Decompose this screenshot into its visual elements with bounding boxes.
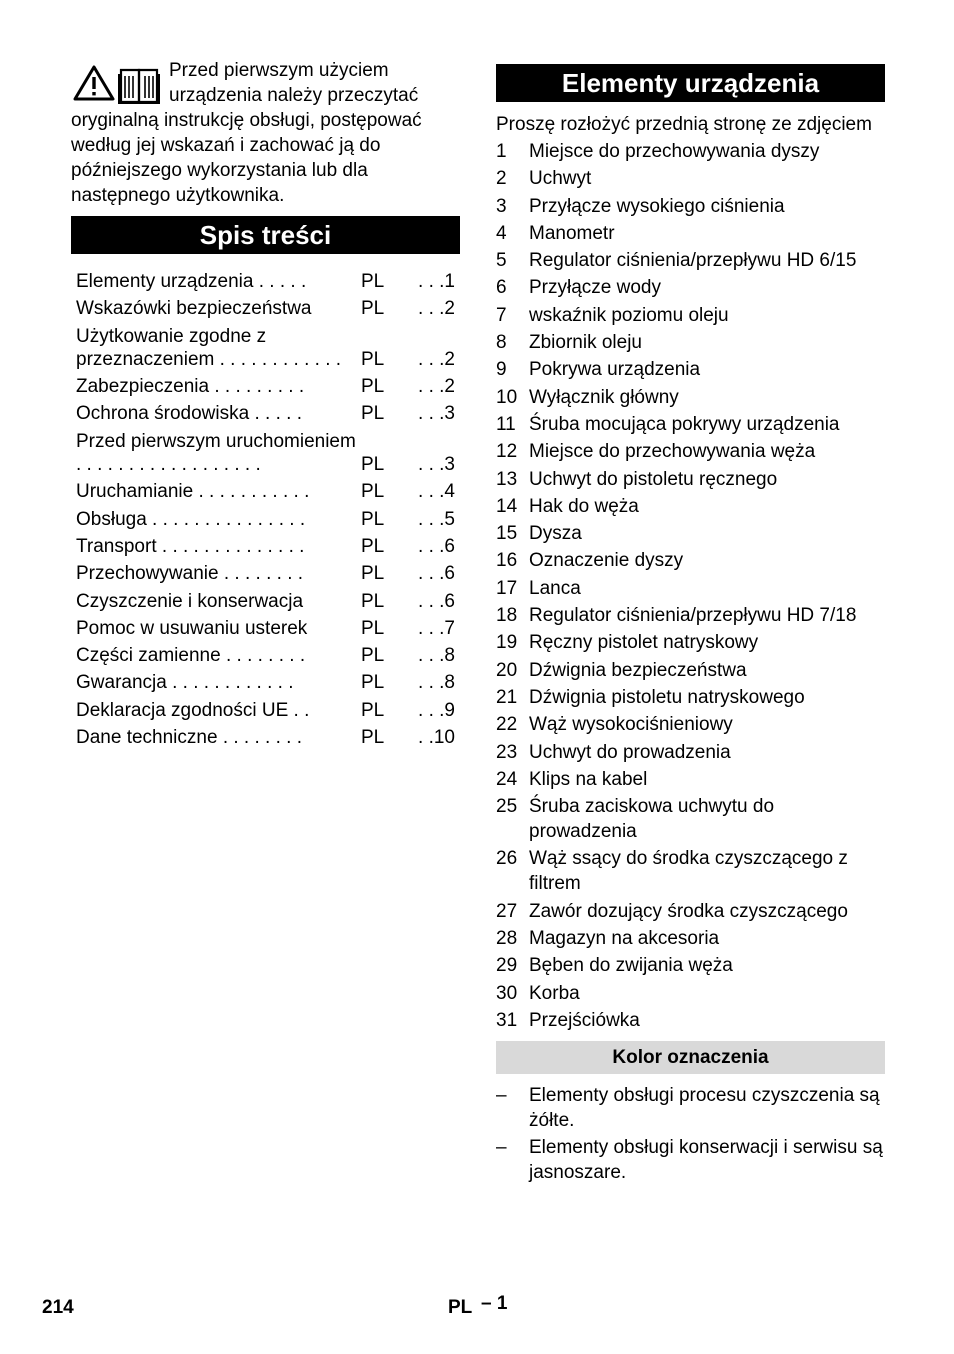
toc-entry-page: . . .6 [418, 590, 455, 612]
list-item-label: wskaźnik poziomu oleju [529, 304, 729, 326]
toc-entry-title: Wskazówki bezpieczeństwa [76, 298, 312, 320]
list-item [496, 794, 885, 844]
elements-intro: Proszę rozłożyć przednią stronę ze zdjęciem [496, 114, 872, 135]
manual-book-icon [119, 70, 159, 104]
list-item-number: 11 [496, 413, 516, 435]
toc-entry-page: . . .4 [418, 481, 455, 503]
footer-language: PL [448, 1297, 473, 1318]
list-item [496, 221, 885, 246]
toc-entry-page: . . .1 [418, 271, 455, 292]
list-item-label: Zbiornik oleju [529, 332, 642, 354]
intro-notice [71, 58, 460, 208]
list-item-number: 30 [496, 982, 518, 1004]
toc-entry-language: PL [361, 563, 385, 585]
toc-entry-title: Przed pierwszym uruchomieniem . . . . . . . . . . . . . . . . . . [76, 430, 356, 476]
list-item [496, 303, 885, 328]
bullet-text: Elementy obsługi konserwacji i serwisu są jasnoszare. [529, 1136, 883, 1183]
toc-entry[interactable] [71, 508, 460, 531]
toc-entry-language: PL [361, 535, 385, 557]
list-item-label: Zawór dozujący środka czyszczącego [529, 900, 848, 922]
list-item-number: 28 [496, 928, 518, 950]
list-item-label: Klips na kabel [529, 768, 648, 790]
list-item-label: Uchwyt [529, 168, 592, 190]
bullet-dash: – [496, 1136, 507, 1158]
toc-entry-language: PL [361, 298, 385, 320]
list-item [496, 194, 885, 219]
toc-entry[interactable] [71, 562, 460, 585]
toc-entry-language: PL [361, 645, 385, 667]
list-item-number: 18 [496, 605, 518, 627]
toc-entry-language: PL [361, 403, 385, 425]
list-item [496, 767, 885, 792]
list-item [496, 1008, 885, 1033]
toc-entry-title: Ochrona środowiska . . . . . [76, 403, 302, 425]
toc-entry-title: Obsługa . . . . . . . . . . . . . . . [76, 508, 306, 530]
list-item-label: Hak do węża [529, 495, 639, 517]
toc-entry-title: Deklaracja zgodności UE . . [76, 699, 310, 721]
list-item-number: 20 [496, 659, 518, 681]
toc-entry-language: PL [361, 454, 385, 476]
intro-icons [73, 64, 163, 104]
list-item-label: Wyłącznik główny [529, 386, 679, 408]
toc-entry[interactable] [71, 590, 460, 613]
list-item-label: Śruba zaciskowa uchwytu do prowadzenia [529, 796, 775, 843]
toc-entry-language: PL [361, 699, 385, 721]
list-item-number: 13 [496, 468, 518, 490]
toc-entry-page: . . .7 [418, 617, 455, 639]
list-item-number: 3 [496, 195, 507, 217]
list-item [496, 385, 885, 410]
list-item-label: Bęben do zwijania węża [529, 955, 733, 977]
list-item-number: 21 [496, 686, 518, 708]
list-item-number: 25 [496, 796, 518, 818]
list-item-number: 5 [496, 250, 507, 272]
toc-entry-title: Pomoc w usuwaniu usterek [76, 617, 308, 639]
toc-entry[interactable] [71, 535, 460, 558]
list-item-label: Korba [529, 982, 580, 1004]
toc-heading: Spis treści [71, 216, 460, 254]
toc-entry-language: PL [361, 481, 385, 503]
list-item-label: Regulator ciśnienia/przepływu HD 7/18 [529, 605, 857, 627]
list-item-number: 26 [496, 848, 518, 870]
toc-entry-page: . . .9 [418, 699, 455, 721]
right-column [496, 64, 885, 1187]
toc-entry-page: . . .6 [418, 535, 455, 557]
footer-section-page: – 1 [481, 1293, 508, 1314]
toc-entry-title: Dane techniczne . . . . . . . . [76, 727, 302, 749]
list-item-label: Wąż wysokociśnieniowy [529, 714, 733, 736]
list-item-number: 29 [496, 955, 518, 977]
toc-entry[interactable] [71, 671, 460, 694]
list-item-label: Uchwyt do pistoletu ręcznego [529, 468, 778, 490]
toc-entry-page: . . .6 [418, 563, 455, 585]
toc-entry-language: PL [361, 508, 385, 530]
toc-entry-language: PL [361, 271, 385, 292]
list-item-label: Miejsce do przechowywania węża [529, 441, 816, 463]
toc-entry-title: Gwarancja . . . . . . . . . . . . [76, 672, 294, 694]
list-item-label: Regulator ciśnienia/przepływu HD 6/15 [529, 250, 857, 272]
footer-page-number: 214 [42, 1297, 74, 1318]
list-item-label: Wąż ssący do środka czyszczącego z filtrem [529, 848, 848, 895]
toc-entry[interactable] [71, 480, 460, 503]
list-item [496, 139, 885, 164]
list-item [496, 630, 885, 655]
list-item [496, 685, 885, 710]
toc-entry-title: Transport . . . . . . . . . . . . . . [76, 535, 305, 557]
bullet-item [496, 1135, 885, 1185]
toc-entry-language: PL [361, 727, 385, 749]
list-item [496, 899, 885, 924]
list-item-label: Miejsce do przechowywania dyszy [529, 141, 820, 162]
list-item-number: 7 [496, 304, 507, 326]
warning-triangle-icon [75, 67, 113, 99]
list-item-number: 12 [496, 441, 518, 463]
toc-entry-page: . . .8 [418, 672, 455, 694]
list-item-label: Oznaczenie dyszy [529, 550, 684, 572]
list-item [496, 166, 885, 191]
toc-entry-title: Uruchamianie . . . . . . . . . . . [76, 481, 310, 503]
elements-heading: Elementy urządzenia [496, 64, 885, 102]
list-item [496, 330, 885, 355]
list-item [496, 846, 885, 896]
list-item [496, 926, 885, 951]
toc-entry-title: Użytkowanie zgodne z przeznaczeniem . . . . . . . . . . . . [76, 325, 342, 370]
intro-text: Przed pierwszym użyciem urządzenia należy przeczytać oryginalną instrukcję obsługi, postępować według jej wskazań i zachować ją do późniejszego wykorzystania lub dla następnego użytkownika. [71, 60, 422, 206]
toc-entry[interactable] [71, 402, 460, 425]
list-item [496, 548, 885, 573]
list-item-number: 22 [496, 714, 518, 736]
list-item [496, 658, 885, 683]
toc-entry-language: PL [361, 590, 385, 612]
toc-entry[interactable] [71, 325, 460, 372]
list-item-number: 16 [496, 550, 518, 572]
toc-entry-title: Części zamienne . . . . . . . . [76, 645, 306, 667]
toc-entry-page: . . .2 [418, 376, 455, 398]
list-item-number: 8 [496, 332, 507, 354]
toc-entry[interactable] [71, 297, 460, 320]
toc-entry[interactable] [71, 726, 460, 749]
bullet-dash: – [496, 1084, 507, 1106]
bullet-text: Elementy obsługi procesu czyszczenia są żółte. [529, 1084, 880, 1131]
list-item-number: 2 [496, 168, 507, 190]
list-item [496, 603, 885, 628]
toc-entry-title: Czyszczenie i konserwacja [76, 590, 304, 612]
toc-entry-title: Elementy urządzenia . . . . . [76, 271, 307, 292]
list-item [496, 521, 885, 546]
list-item-label: Przyłącze wysokiego ciśnienia [529, 195, 785, 217]
toc-entry[interactable] [71, 375, 460, 398]
list-item [496, 494, 885, 519]
toc-entry[interactable] [71, 430, 460, 477]
list-item-number: 17 [496, 577, 518, 599]
toc-entry-title: Przechowywanie . . . . . . . . [76, 563, 304, 585]
elements-list [496, 139, 885, 1033]
color-marking-list [496, 1083, 885, 1185]
list-item-label: Magazyn na akcesoria [529, 928, 720, 950]
list-item [496, 439, 885, 464]
list-item [496, 740, 885, 765]
toc-entry-language: PL [361, 672, 385, 694]
toc-entry-title: Zabezpieczenia . . . . . . . . . [76, 376, 305, 398]
list-item-label: Ręczny pistolet natryskowy [529, 632, 759, 654]
list-item-number: 10 [496, 386, 518, 408]
list-item [496, 576, 885, 601]
list-item-number: 4 [496, 222, 507, 244]
toc-entry[interactable] [71, 699, 460, 722]
list-item-number: 24 [496, 768, 518, 790]
toc-entry-language: PL [361, 348, 385, 370]
list-item-label: Manometr [529, 222, 615, 244]
table-of-contents [71, 270, 460, 749]
list-item-number: 15 [496, 523, 518, 545]
list-item-label: Uchwyt do prowadzenia [529, 741, 731, 763]
list-item-label: Przyłącze wody [529, 277, 661, 299]
list-item-number: 31 [496, 1009, 518, 1031]
list-item-number: 14 [496, 495, 518, 517]
toc-entry-page: . . .2 [418, 348, 455, 370]
list-item [496, 981, 885, 1006]
toc-entry-page: . . .3 [418, 454, 455, 476]
toc-entry-page: . . .3 [418, 403, 455, 425]
bullet-item [496, 1083, 885, 1133]
toc-entry-language: PL [361, 376, 385, 398]
list-item [496, 275, 885, 300]
left-column [71, 58, 460, 753]
list-item [496, 712, 885, 737]
toc-entry[interactable] [71, 270, 460, 293]
toc-entry-page: . . .8 [418, 645, 455, 667]
list-item-number: 9 [496, 359, 507, 381]
list-item-label: Przejściówka [529, 1009, 640, 1031]
list-item-number: 6 [496, 277, 507, 299]
toc-entry-page: . .10 [418, 727, 455, 749]
list-item [496, 357, 885, 382]
list-item-label: Dysza [529, 523, 582, 545]
color-marking-heading: Kolor oznaczenia [496, 1041, 885, 1074]
list-item-label: Dźwignia bezpieczeństwa [529, 659, 747, 681]
list-item [496, 953, 885, 978]
list-item-number: 19 [496, 632, 518, 654]
list-item-label: Śruba mocująca pokrywy urządzenia [529, 413, 840, 435]
toc-entry-language: PL [361, 617, 385, 639]
toc-entry[interactable] [71, 617, 460, 640]
list-item [496, 248, 885, 273]
list-item-number: 23 [496, 741, 518, 763]
list-item-label: Lanca [529, 577, 581, 599]
list-item-number: 1 [496, 141, 507, 162]
list-item [496, 412, 885, 437]
list-item-label: Pokrywa urządzenia [529, 359, 701, 381]
toc-entry-page: . . .5 [418, 508, 455, 530]
list-item-number: 27 [496, 900, 518, 922]
toc-entry[interactable] [71, 644, 460, 667]
toc-entry-page: . . .2 [418, 298, 455, 320]
list-item-label: Dźwignia pistoletu natryskowego [529, 686, 805, 708]
list-item [496, 467, 885, 492]
